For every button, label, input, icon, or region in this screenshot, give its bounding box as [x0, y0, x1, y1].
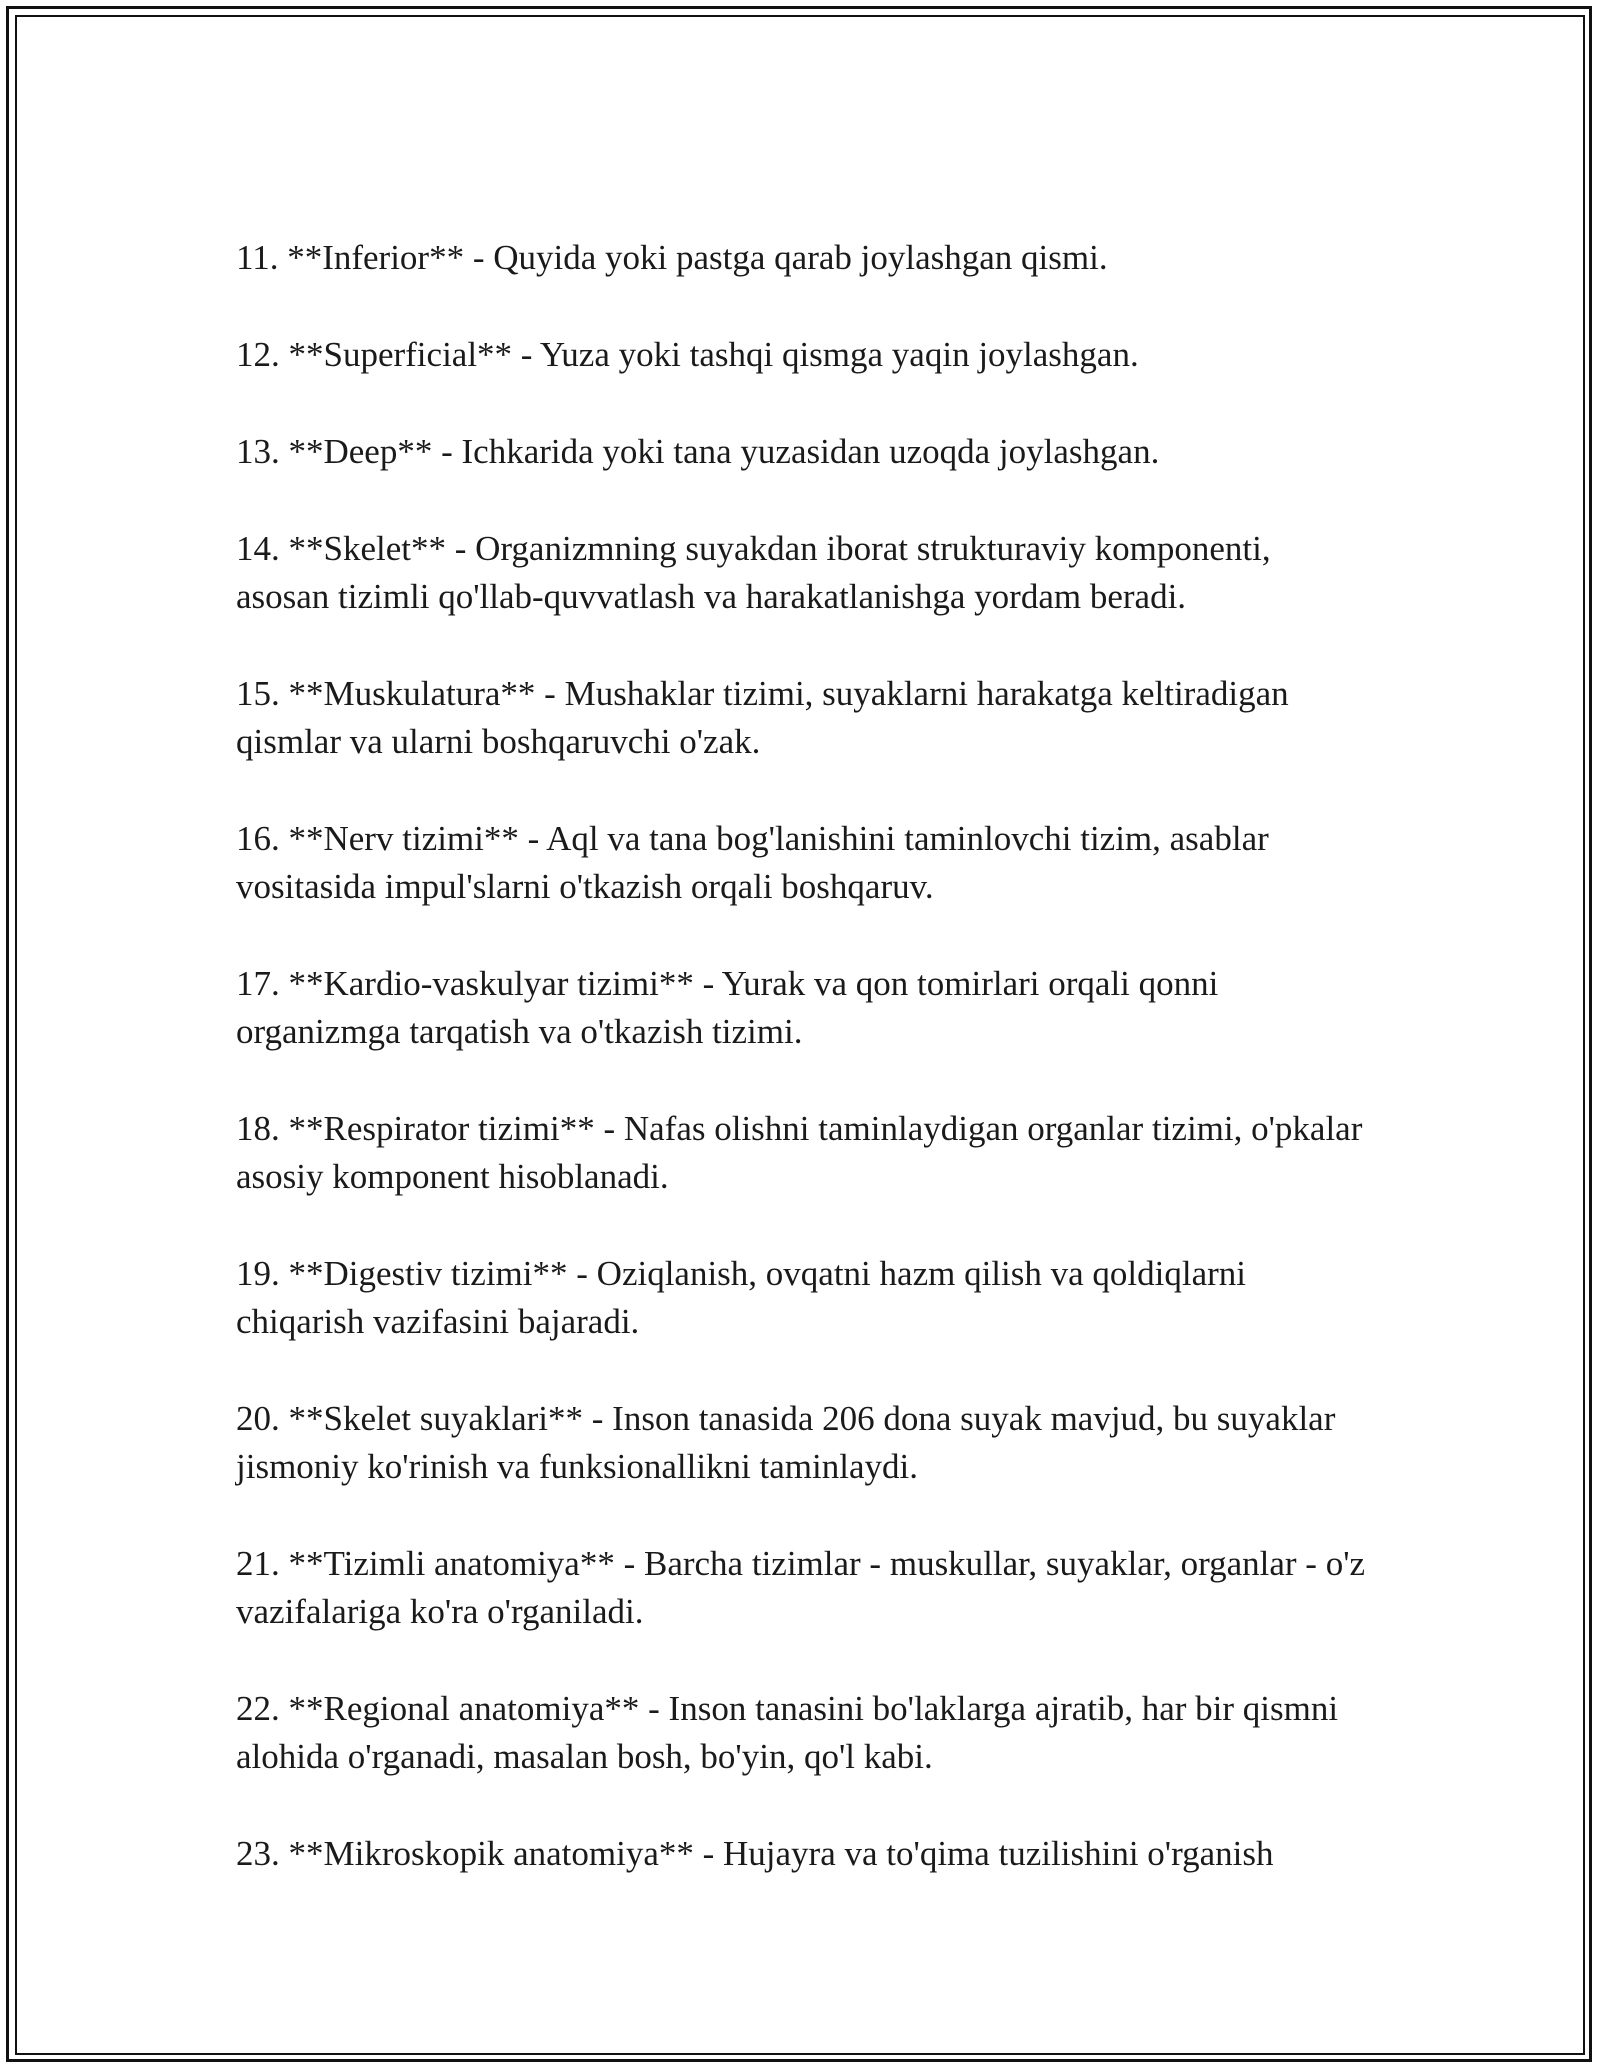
list-item: 18. **Respirator tizimi** - Nafas olishni taminlaydigan organlar tizimi, o'pkalar asosiy komponent hisoblanadi. [236, 1109, 1363, 1196]
list-item: 11. **Inferior** - Quyida yoki pastga qarab joylashgan qismi. [236, 238, 1108, 277]
list-item: 16. **Nerv tizimi** - Aql va tana bog'lanishini taminlovchi tizim, asablar vositasida impul'slarni o'tkazish orqali boshqaruv. [236, 819, 1269, 906]
list-item: 13. **Deep** - Ichkarida yoki tana yuzasidan uzoqda joylashgan. [236, 432, 1160, 471]
list-item: 12. **Superficial** - Yuza yoki tashqi qismga yaqin joylashgan. [236, 335, 1139, 374]
list-item: 17. **Kardio-vaskulyar tizimi** - Yurak va qon tomirlari orqali qonni organizmga tarqatish va o'tkazish tizimi. [236, 964, 1219, 1051]
list-item: 21. **Tizimli anatomiya** - Barcha tizimlar - muskullar, suyaklar, organlar - o'z vazifalariga ko'ra o'rganiladi. [236, 1544, 1366, 1631]
list-item: 19. **Digestiv tizimi** - Oziqlanish, ovqatni hazm qilish va qoldiqlarni chiqarish vazifasini bajaradi. [236, 1254, 1246, 1341]
list-item: 15. **Muskulatura** - Mushaklar tizimi, suyaklarni harakatga keltiradigan qismlar va ularni boshqaruvchi o'zak. [236, 674, 1289, 761]
list-item: 22. **Regional anatomiya** - Inson tanasini bo'laklarga ajratib, har bir qismni alohida o'rganadi, masalan bosh, bo'yin, qo'l kabi. [236, 1689, 1339, 1776]
list-item: 20. **Skelet suyaklari** - Inson tanasida 206 dona suyak mavjud, bu suyaklar jismoniy ko'rinish va funksionallikni taminlaydi. [236, 1399, 1336, 1486]
list-item: 14. **Skelet** - Organizmning suyakdan iborat strukturaviy komponenti, asosan tizimli qo'llab-quvvatlash va harakatlanishga yordam beradi. [236, 529, 1271, 616]
document-body [236, 234, 1366, 1927]
list-item: 23. **Mikroskopik anatomiya** - Hujayra va to'qima tuzilishini o'rganish [236, 1834, 1274, 1873]
term-list [236, 234, 1366, 1878]
